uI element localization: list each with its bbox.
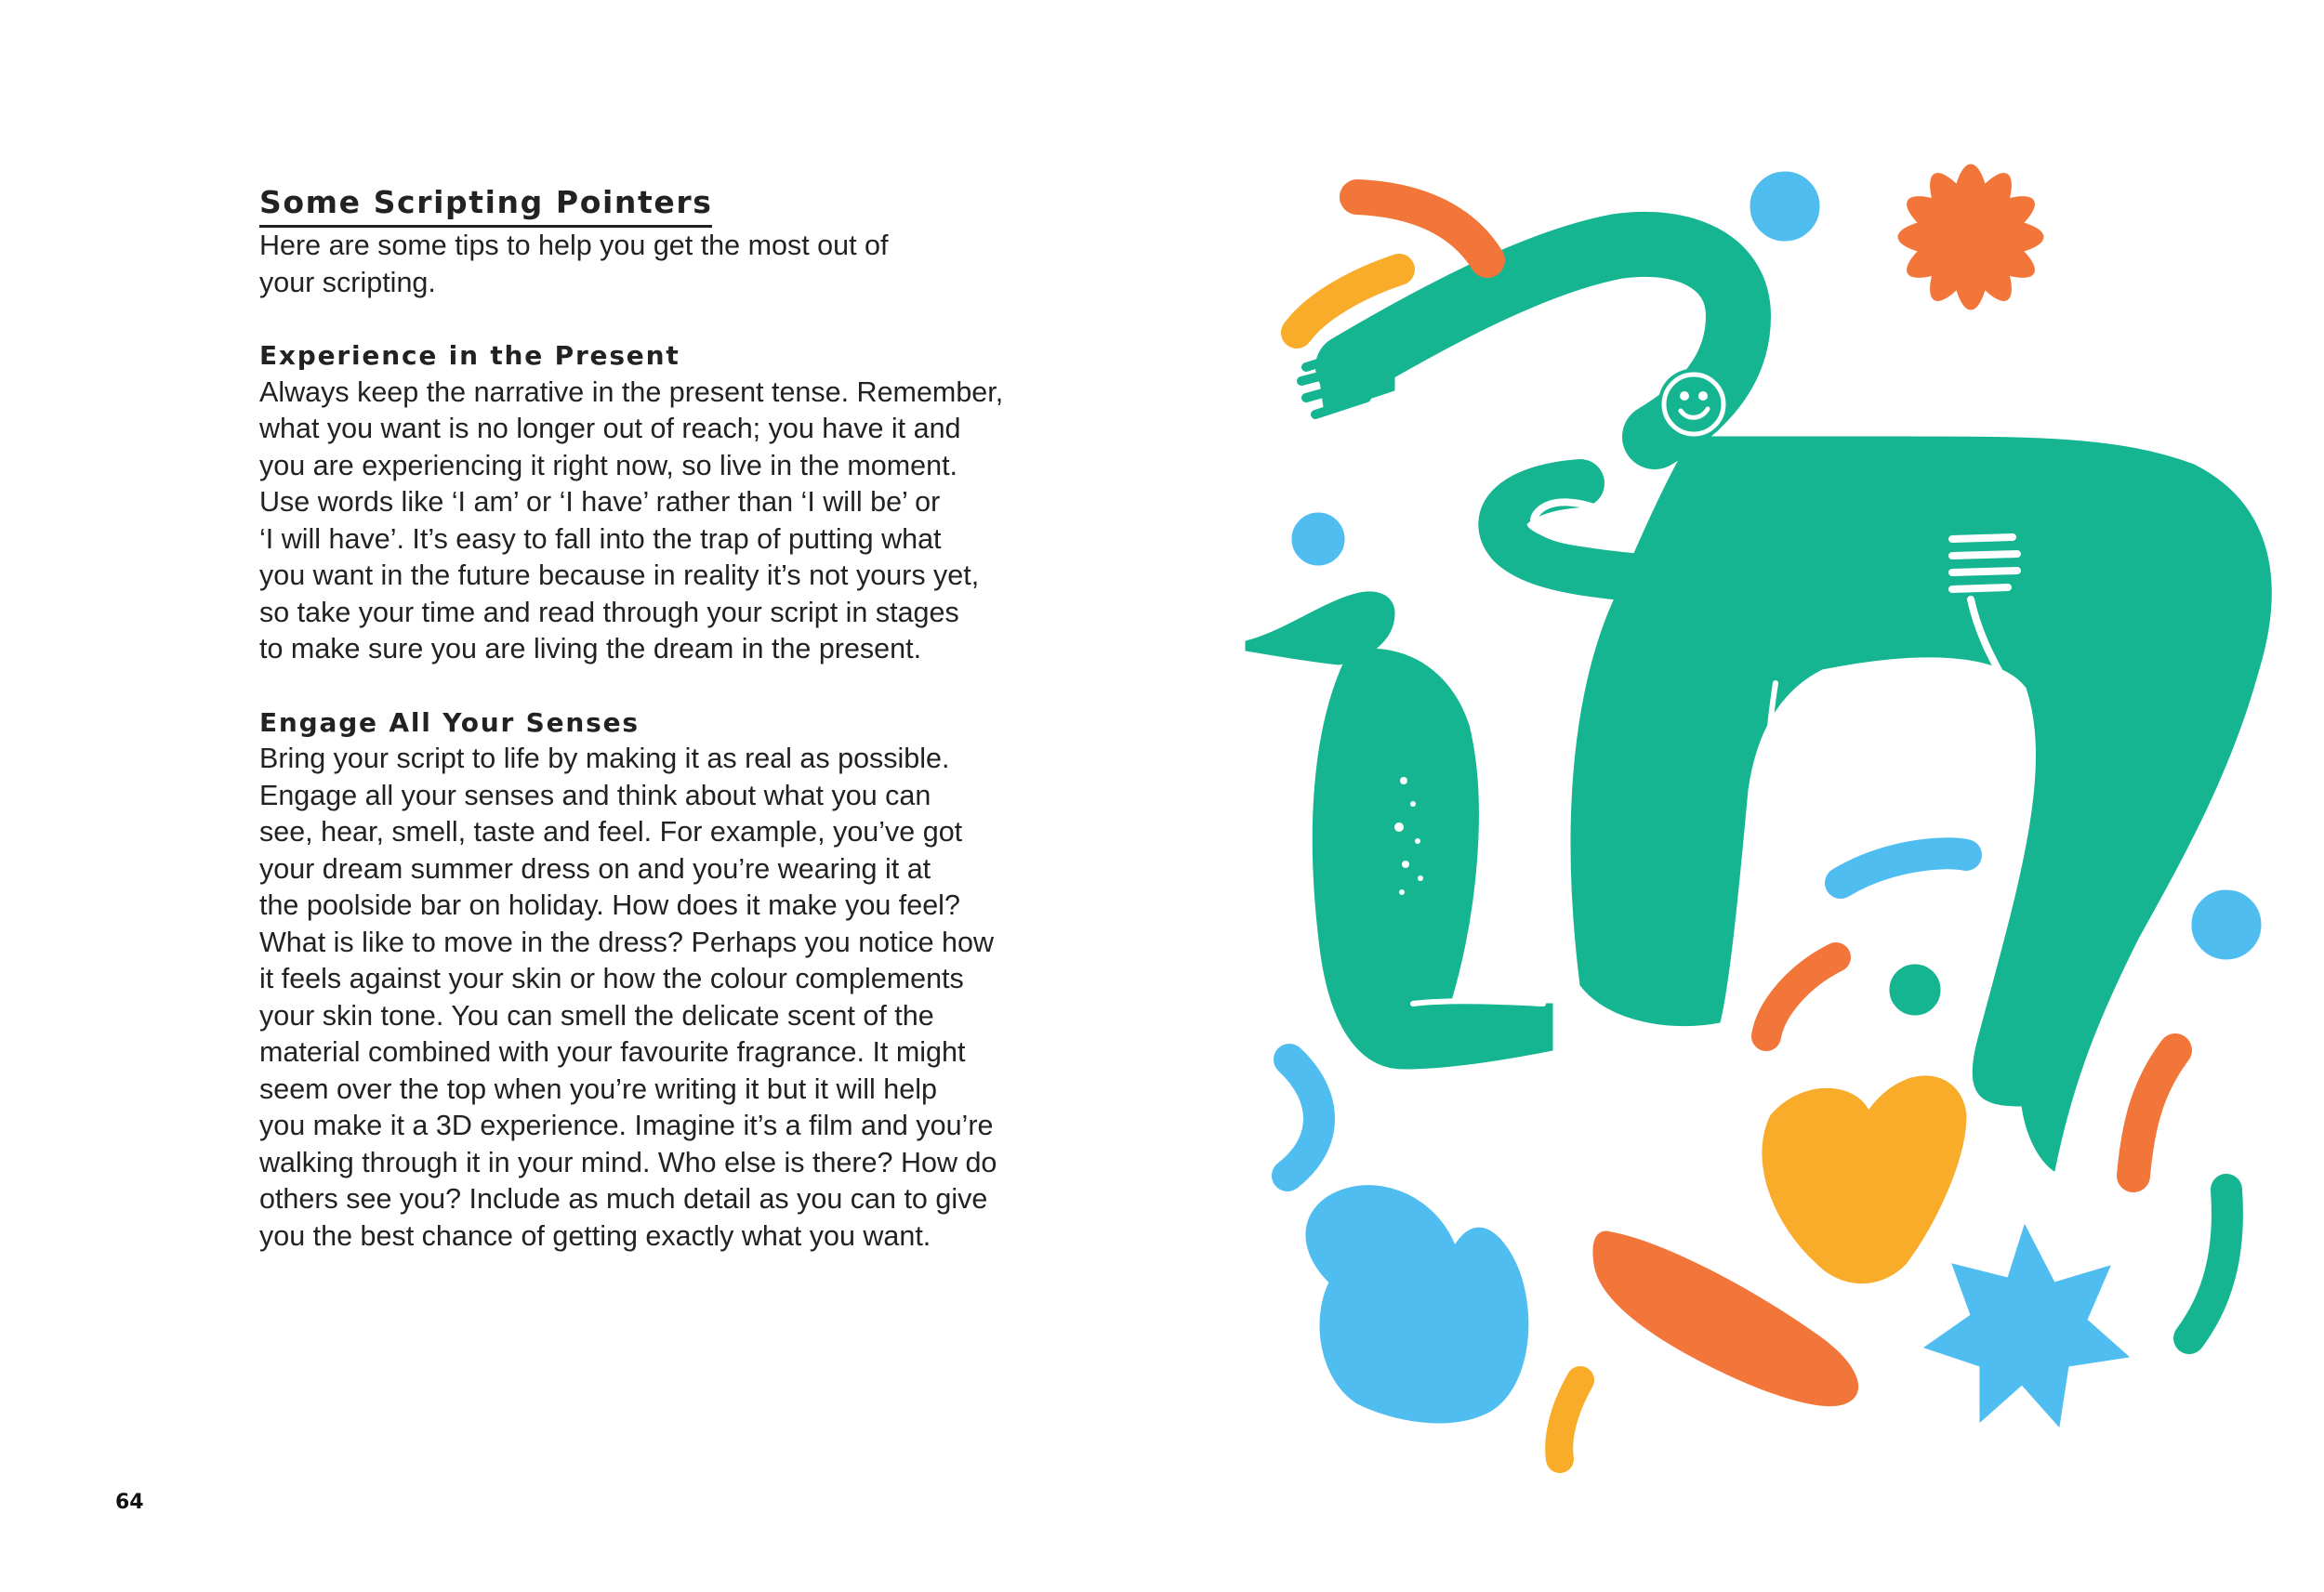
page-number: 64 bbox=[115, 1491, 144, 1514]
text-column bbox=[259, 182, 1059, 1255]
yellow-stroke-bottom bbox=[1559, 1380, 1580, 1459]
green-stroke-right bbox=[2189, 1190, 2227, 1338]
section-body: Always keep the narrative in the present tense. Remember, what you want is no longer out of reach; you have it and you are experiencing it right now, so live in the moment. Use words like ‘I am’ or ‘I have’ rather than ‘I will be’ or ‘I will have’. It’s easy to fall into the trap of putting what you want in the future because in reality it’s not yours yet, so take your time and read through your script in stages to make sure you are living the dream in the present. bbox=[259, 375, 1004, 664]
blue-tulip bbox=[1306, 1186, 1528, 1423]
section-heading: Engage All Your Senses bbox=[259, 706, 640, 738]
blue-dot-top bbox=[1750, 172, 1819, 241]
orange-arc-top bbox=[1357, 197, 1487, 260]
section-experience-present bbox=[259, 337, 1059, 668]
section-body: Bring your script to life by making it as real as possible. Engage all your senses and think about what you can see, hear, smell, taste and feel. For example, you’ve got your dream summer dress on and you’re wearing it at the poolside bar on holiday. How does it make you feel? What is like to move in the dress? Perhaps you notice how it feels against your skin or how the colour complements your skin tone. You can smell the delicate scent of the material combined with your favourite fragrance. It might seem over the top when you’re writing it but it will help you make it a 3D experience. Imagine it’s a film and you’re walking through it in your mind. Who else is there? How do others see you? Include as much detail as you can to give you the best chance of getting exactly what you want. bbox=[259, 743, 997, 1252]
section-heading: Experience in the Present bbox=[259, 340, 680, 371]
figure-left-leg bbox=[1313, 649, 1552, 1069]
green-dot bbox=[1890, 965, 1940, 1015]
blue-dot-left bbox=[1292, 513, 1344, 565]
section-engage-senses bbox=[259, 704, 1059, 1256]
blue-dot-right bbox=[2192, 890, 2261, 959]
blue-arc-mid bbox=[1841, 853, 1966, 883]
orange-flower bbox=[1897, 164, 2043, 309]
orange-stroke-right bbox=[2133, 1050, 2175, 1176]
yellow-blob bbox=[1763, 1076, 1966, 1283]
page-heading: Some Scripting Pointers bbox=[259, 182, 712, 228]
smiley-face bbox=[1664, 375, 1723, 434]
orange-stroke-mid bbox=[1766, 957, 1836, 1036]
blue-arc-left bbox=[1287, 1059, 1319, 1176]
figure-illustration bbox=[1208, 102, 2287, 1515]
intro-paragraph: Here are some tips to help you get the most out of your scripting. bbox=[259, 230, 889, 298]
blue-star bbox=[1924, 1225, 2129, 1427]
